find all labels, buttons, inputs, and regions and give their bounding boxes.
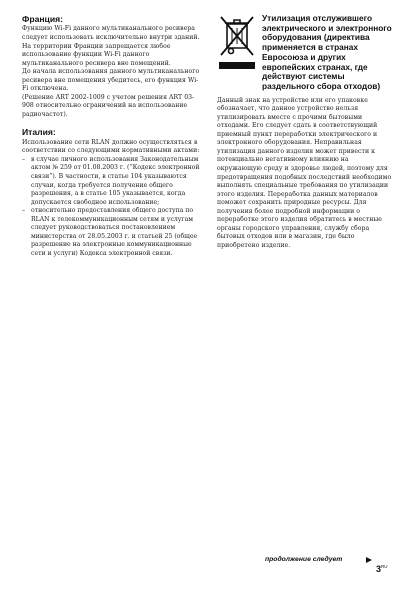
recycling-symbol	[217, 14, 257, 69]
france-paragraph-4: (Решение ART 2002-1009 с учетом решения ART 03-908 относительно ограничений на использование радиочастот).	[22, 93, 195, 118]
arrow-right-icon	[365, 556, 373, 564]
dash-bullet: –	[22, 155, 26, 163]
right-column	[217, 14, 395, 250]
left-column	[22, 14, 200, 258]
solid-bar-mark	[219, 62, 255, 69]
france-paragraph-2: На территории Франции запрещается любое использование функции Wi-Fi данного мультиканального ресивера вне помещений.	[22, 42, 171, 67]
continued-label: продолжение следует	[265, 556, 343, 563]
page-language: RU	[381, 564, 388, 569]
page-number-value: 3	[376, 564, 382, 574]
italy-item-2: относительно предоставления общего доступа по RLAN к телекоммуникационным сетям и услугам следует руководствоваться постановлением министерства от 28.05.2003 г. и статьей 25 (общее разрешение на электронные коммуникационные сети и услуги) Кодекса электронной связи.	[31, 207, 198, 257]
italy-heading: Италия:	[22, 127, 56, 138]
italy-intro: Использование сети RLAN должно осуществляться в соответствии со следующими нормативными актами:	[22, 138, 200, 155]
page-number	[376, 564, 388, 574]
recycling-heading: Утилизация отслужившего электрического и электронного оборудования (директива применяется в странах Евросоюза и других европейских странах, где действуют системы раздельного сбора отходов)	[262, 13, 392, 91]
recycling-header	[217, 14, 395, 92]
dash-bullet: –	[22, 207, 26, 215]
list-item	[22, 156, 200, 207]
italy-item-1: в случае личного использования Законодательным актом № 259 от 01.08.2003 г. (“Кодекс электронной связи”). В частности, в статье 104 указываются случаи, когда требуется получение общего разрешения, а в статье 105 указывается, когда допускается свободное использование;	[31, 155, 200, 206]
italy-list	[22, 156, 200, 259]
france-paragraph-3: До начала использования данного мультиканального ресивера вне помещения убедитесь, его функция Wi-Fi отключена.	[22, 68, 200, 93]
france-heading: Франция:	[22, 14, 63, 24]
list-item	[22, 207, 200, 258]
crossed-out-wheelie-bin-icon	[217, 14, 257, 58]
france-paragraph-1: Функцию Wi-Fi данного мультиканального ресивера следует использовать исключительно внутри зданий.	[22, 25, 200, 41]
recycling-body: Данный знак на устройстве или его упаковке обозначает, что данное устройство нельзя утилизировать вместе с прочими бытовыми отходами. Его следует сдать в соответствующий приемный пункт переработки электрического и электронного оборудования. Неправильная утилизация данного изделия может привести к потенциально негативному влиянию на окружающую среду и здоровье людей, поэтому для предотвращения подобных последствий необходимо выполнять специальные требования по утилизации этого изделия. Переработка данных материалов поможет сохранить природные ресурсы. Для получения более подробной информации о переработке этого изделия обратитесь в местные органы городского управления, службу сбора бытовых отходов или в магазин, где было приобретено изделие.	[217, 96, 392, 249]
